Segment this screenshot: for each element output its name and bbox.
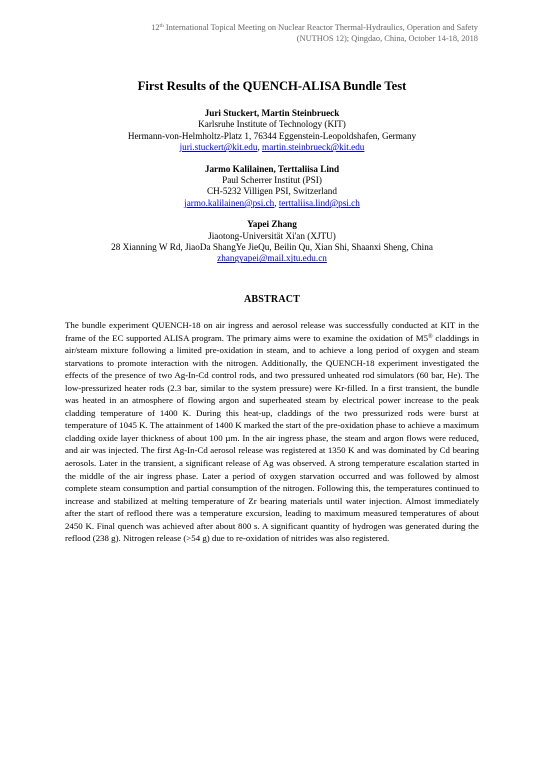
- email-link[interactable]: juri.stuckert@kit.edu: [179, 142, 258, 153]
- address: CH-5232 Villigen PSI, Switzerland: [207, 186, 337, 197]
- author-list: [0, 108, 544, 275]
- institution: Jiaotong-Universität Xi'an (XJTU): [208, 230, 336, 241]
- ordinal-suffix: th: [159, 23, 164, 29]
- conference-number: 12: [151, 23, 160, 32]
- email-separator: ,: [274, 197, 279, 208]
- conference-line-2: (NUTHOS 12); Qingdao, China, October 14-18, 2018: [296, 34, 478, 43]
- abstract-heading: ABSTRACT: [243, 294, 301, 305]
- institution: Karlsruhe Institute of Technology (KIT): [198, 119, 346, 130]
- affiliation-block-xjtu: [0, 219, 544, 265]
- registered-mark: ®: [428, 333, 433, 340]
- email-line: [0, 253, 544, 264]
- address: Hermann-von-Helmholtz-Platz 1, 76344 Eggenstein-Leopoldshafen, Germany: [127, 130, 417, 141]
- institution: Paul Scherrer Institut (PSI): [222, 175, 322, 186]
- email-line: [0, 198, 544, 209]
- email-link[interactable]: zhangyapei@mail.xjtu.edu.cn: [217, 253, 327, 264]
- conference-name: International Topical Meeting on Nuclear Reactor Thermal-Hydraulics, Operation and Safety: [163, 23, 478, 32]
- author-names: Yapei Zhang: [247, 219, 297, 230]
- email-line: [0, 142, 544, 153]
- conference-header: [151, 22, 478, 44]
- abstract-text: The bundle experiment QUENCH-18 on air ingress and aerosol release was successfully conducted at KIT in the frame of the EC supported ALISA program. The primary aims were to examine the oxidation of M5: [65, 320, 479, 343]
- conference-line-1: [151, 22, 478, 33]
- abstract-text: claddings in air/steam mixture following a limited pre-oxidation in steam, and to achieve a long period of oxygen and steam starvations to promote interaction with the nitrogen. Additionally, the QUENCH-18 experiment investigated the effects of the presence of two Ag-In-Cd control rods, and two pressured unheated rod simulators (60 bar, He). The low-pressurized heater rods (2.3 bar, similar to the system pressure) were Kr-filled. In a first transient, the bundle was heated in an atmosphere of flowing argon and superheated steam by electrical power increase to the peak cladding temperature of 1400 K. During this heat-up, claddings of the two pressurized rods were burst at temperature of 1045 K. The attainment of 1400 K marked the start of the pre-oxidation phase to achieve a maximum cladding oxide layer thickness of about 100 µm. In the air ingress phase, the steam and argon flows were reduced, and air was injected. The first Ag-In-Cd aerosol release was registered at 1350 K and was dominated by Cd bearing aerosols. Later in the transient, a significant release of Ag was observed. A strong temperature escalation started in the middle of the air ingress phase. Later a period of oxygen starvation occurred and was followed by almost complete steam consumption and partial consumption of the nitrogen. Following this, the temperatures continued to increase and stabilized at melting temperature of Zr bearing materials until water injection. Almost immediately after the start of reflood there was a temperature excursion, leading to maximum measured temperatures of about 2450 K. Final quench was achieved after about 800 s. A significant quantity of hydrogen was generated during the reflood (238 g). Nitrogen release (>54 g) due to re-oxidation of nitrides was also registered.: [65, 332, 480, 544]
- email-separator: ,: [257, 142, 263, 153]
- affiliation-block-kit: [0, 108, 544, 154]
- email-link[interactable]: jarmo.kalilainen@psi.ch: [184, 197, 275, 208]
- author-names: Juri Stuckert, Martin Steinbrueck: [204, 108, 340, 118]
- email-link[interactable]: terttaliisa.lind@psi.ch: [278, 197, 360, 208]
- email-link[interactable]: martin.steinbrueck@kit.edu: [262, 142, 365, 153]
- paper-title: First Results of the QUENCH-ALISA Bundle Test: [137, 79, 407, 93]
- author-names: Jarmo Kalilainen, Terttaliisa Lind: [204, 163, 340, 174]
- affiliation-block-psi: [0, 164, 544, 210]
- address: 28 Xianning W Rd, JiaoDa ShangYe JieQu, Beilin Qu, Xian Shi, Shaanxi Sheng, China: [111, 242, 433, 253]
- abstract-body: [65, 319, 479, 545]
